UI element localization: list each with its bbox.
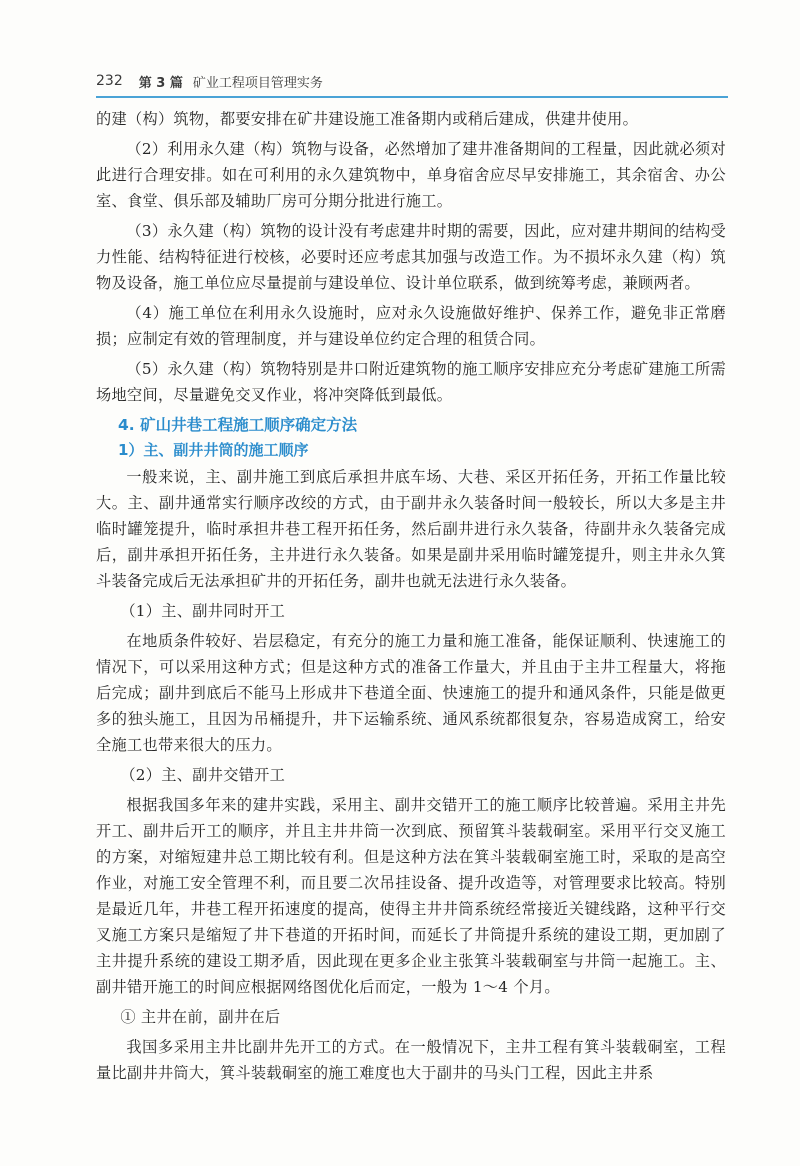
- paragraph: （4）施工单位在利用永久设施时，应对永久设施做好维护、保养工作，避免非正常磨损；应制定有效的管理制度，并与建设单位约定合理的租赁合同。: [96, 304, 726, 348]
- item-heading: （2）主、副井交错开工: [120, 766, 286, 784]
- subsection-heading: 1）主、副井井筒的施工顺序: [118, 441, 309, 459]
- paragraph: 我国多采用主井比副井先开工的方式。在一般情况下，主井工程有箕斗装载硐室，工程量比副井井筒大，箕斗装载硐室的施工难度也大于副井的马头门工程，因此主井系: [96, 1038, 726, 1082]
- paragraph: 一般来说，主、副井施工到底后承担井底车场、大巷、采区开拓任务，开拓工作量比较大。主、副井通常实行顺序改绞的方式，由于副井永久装备时间一般较长，所以大多是主井临时罐笼提升，临时承担井巷工程开拓任务，然后副井进行永久装备，待副井永久装备完成后，副井承担开拓任务，主井进行永久装备。如果是副井采用临时罐笼提升，则主井永久箕斗装备完成后无法承担矿井的开拓任务，副井也就无法进行永久装备。: [96, 468, 726, 590]
- paragraph: 的建（构）筑物，都要安排在矿井建设施工准备期内或稍后建成，供建井使用。: [96, 110, 639, 128]
- body-text: [96, 106, 726, 1090]
- item-heading: ① 主井在前，副井在后: [120, 1008, 281, 1026]
- item-heading: （1）主、副井同时开工: [120, 602, 286, 620]
- part-label: 第 3 篇: [138, 75, 183, 91]
- paragraph: （2）利用永久建（构）筑物与设备，必然增加了建井准备期间的工程量，因此就必须对此进行合理安排。如在可利用的永久建筑物中，单身宿舍应尽早安排施工，其余宿舍、办公室、食堂、俱乐部及辅助厂房可分期分批进行施工。: [96, 140, 726, 210]
- page-number: 232: [96, 73, 123, 89]
- running-title: 矿业工程项目管理实务: [192, 75, 323, 91]
- paragraph: （3）永久建（构）筑物的设计没有考虑建井时期的需要，因此，应对建井期间的结构受力性能、结构特征进行校核，必要时还应考虑其加强与改造工作。为不损坏永久建（构）筑物及设备，施工单位应尽量提前与建设单位、设计单位联系，做到统筹考虑，兼顾两者。: [96, 222, 726, 292]
- paragraph: 在地质条件较好、岩层稳定，有充分的施工力量和施工准备，能保证顺利、快速施工的情况下，可以采用这种方式；但是这种方式的准备工作量大，并且由于主井工程量大，将拖后完成；副井到底后不能马上形成井下巷道全面、快速施工的提升和通风条件，只能是做更多的独头施工，且因为吊桶提升，井下运输系统、通风系统都很复杂，容易造成窝工，给安全施工也带来很大的压力。: [96, 632, 726, 754]
- page-header: [96, 70, 726, 92]
- section-heading: 4. 矿山井巷工程施工顺序确定方法: [118, 416, 358, 434]
- header-rule: [96, 96, 728, 98]
- paragraph: 根据我国多年来的建井实践，采用主、副井交错开工的施工顺序比较普遍。采用主井先开工、副井后开工的顺序，并且主井井筒一次到底、预留箕斗装载硐室。采用平行交叉施工的方案，对缩短建井总工期比较有利。但是这种方法在箕斗装载硐室施工时，采取的是高空作业，对施工安全管理不利，而且要二次吊挂设备、提升改造等，对管理要求比较高。特别是最近几年，井巷工程开拓速度的提高，使得主井井筒系统经常接近关键线路，这种平行交叉施工方案只是缩短了井下巷道的开拓时间，而延长了井筒提升系统的建设工期，更加剧了主井提升系统的建设工期矛盾，因此现在更多企业主张箕斗装载硐室与井筒一起施工。主、副井错开施工的时间应根据网络图优化后而定，一般为 1～4 个月。: [96, 796, 726, 996]
- paragraph: （5）永久建（构）筑物特别是井口附近建筑物的施工顺序安排应充分考虑矿建施工所需场地空间，尽量避免交叉作业，将冲突降低到最低。: [96, 360, 726, 404]
